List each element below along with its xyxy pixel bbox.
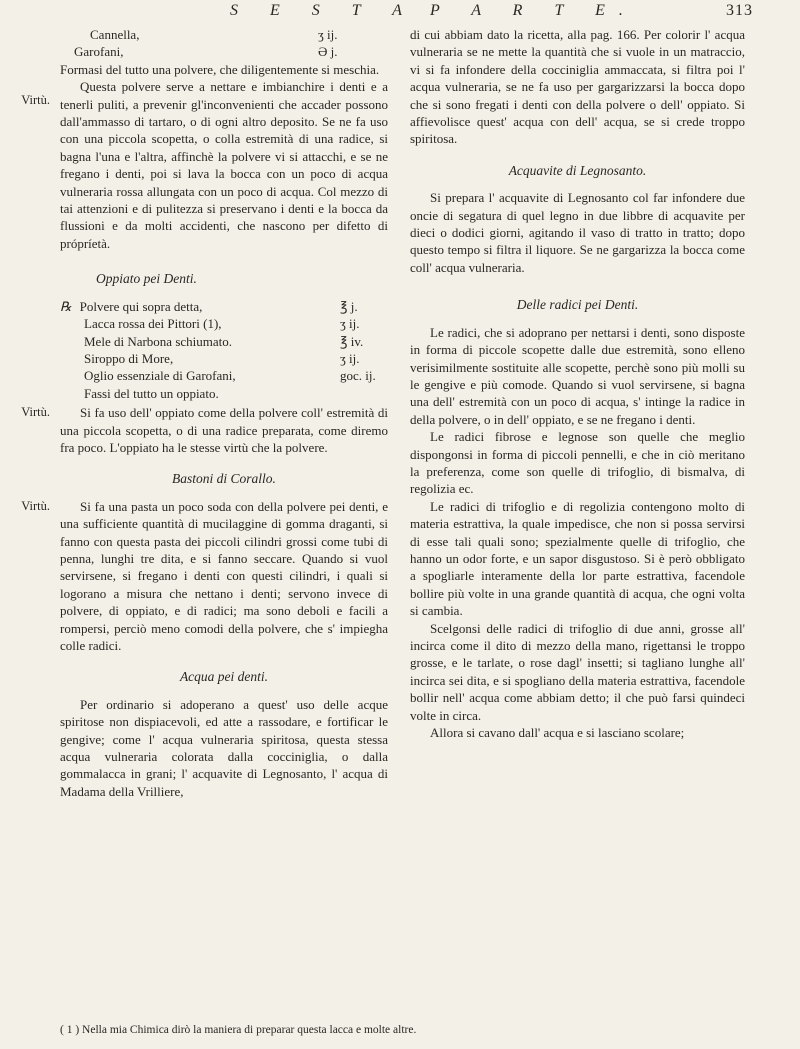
paragraph: Per ordinario si adoperano a quest' uso delle acque spiritose non dispiacevoli, ed atte a rassodare, e fortificar le gengive; come l' acqua vulneraria spiritosa, questa stessa acqua vulneraria colorata dalla cocciniglia, o dalla gommalacca in grani; l' acquavite di Legnosanto, l' acqua di Madama della Vrilliere, (60, 696, 388, 799)
ingredient-name: Mele di Narbona schiumato. (84, 333, 233, 349)
ingredient-row (60, 298, 388, 315)
ingredient-name: Lacca rossa dei Pittori (1), (84, 316, 222, 332)
paragraph: Allora si cavano dall' acqua e si lasciano scolare; (430, 725, 685, 741)
margin-note: Virtù. (21, 498, 50, 513)
ingredient-qty: goc. ij. (340, 368, 376, 384)
ingredient-name: Oglio essenziale di Garofani, (84, 368, 236, 384)
ingredient-row (60, 43, 388, 60)
ingredient-row (60, 26, 388, 43)
ingredient-name: Siroppo di More, (84, 350, 174, 366)
ingredient-row (60, 333, 388, 350)
section-title: Bastoni di Corallo. (172, 471, 276, 487)
section-title: Acqua pei denti. (179, 669, 269, 685)
ingredient-qty: ʒ ij. (340, 350, 360, 366)
ingredient-row (60, 367, 388, 384)
section-title: Oppiato pei Denti. (96, 271, 197, 287)
recipe-icon: ℞ (60, 298, 72, 314)
ingredient-qty: ℥ j. (340, 298, 358, 314)
ingredient-name: Garofani, (74, 44, 124, 60)
ingredient-qty: ℥ iv. (340, 333, 364, 349)
ingredient-qty: ʒ ij. (318, 27, 338, 42)
paragraph: Questa polvere serve a nettare e imbianchire i denti e a tenerli puliti, a prevenir gl'inconvenienti che accader possono dall'ammasso di tartaro, o di ogni altro deposito. Se ne fa uso con una piccola scopetta, o colla estremità di una radice, si bagna l'una e l'altra, affinchè la polvere vi si attacchi, e se ne fregano i denti, poi si lava la bocca con un poco di acqua vulneraria rossa allungata con un poco di acqua. Col mezzo di tai attenzioni e di pulitezza si preservano i denti e la bocca da flussioni e da molti accidenti, che nascono per difetto di própríetà. (60, 79, 388, 251)
ingredient-row (60, 315, 388, 332)
section-title: Delle radici pei Denti. (516, 297, 639, 313)
right-column (410, 26, 745, 741)
virtu-block (21, 404, 388, 456)
margin-note: Virtù. (21, 405, 50, 420)
ingredient-name: Polvere qui sopra detta, (79, 298, 203, 314)
ingredient-name: Cannella, (90, 27, 140, 42)
running-head (0, 2, 800, 28)
paragraph: Si fa una pasta un poco soda con della polvere pei denti, e una sufficiente quantità di mucilaggine di gomma draganti, si fanno con questa pasta dei piccoli cilindri grossi come tubi di penna, lunghi tre dita, e si fanno seccare. Quando si vuol servirsene, si fregano i denti con questi cilindri, i quali si logorano a misura che nettano i denti; servono invece di polvere, di oppiato, e di radici; ma sono deboli e facili a rompersi, perciò meno comodi della polvere, che s' impiegha colle radici. (60, 498, 388, 653)
ingredient-row (60, 350, 388, 367)
ingredient-qty: ʒ ij. (340, 316, 360, 332)
running-head-left: S E S T A (230, 2, 416, 19)
footnote: ( 1 ) Nella mia Chimica dirò la maniera di preparar questa lacca e molte altre. (60, 1024, 417, 1036)
paragraph: Le radici, che si adoprano per nettarsi i denti, sono disposte in forma di piccole scopette dalle due estremità, sono elleno verisimilmente sostituite alle scopette, perchè sono più molli su le gengive e più comode. Quando si vuol servirsene, si bagna una dell' estremità con un poco di acqua, s' intinge la radice in della polvere, o in dell' oppiato, e se ne fregano i denti. (410, 324, 745, 427)
virtu-block (21, 78, 388, 252)
virtu-block (21, 498, 388, 655)
paragraph: Scelgonsi delle radici di trifoglio di due anni, grosse all' incirca come il dito di mezzo della mano, rigettansi le troppo grosse, e le tarlate, o rose dagl' insetti; si tagliano lunghe all' incirca sei dita, e si spogliano della materia estrattiva, facendole bollir nell' acqua come abbiam detto; il che può farsi quindeci volte in circa. (410, 620, 745, 723)
ingredient-mix: Fassi del tutto un oppiato. (84, 385, 219, 401)
paragraph: Le radici fibrose e legnose son quelle che meglio dispongonsi in forma di piccoli pennelli, e che in ciò meritano la preferenza, come son quelle di trifoglio, di bismalva, di regolizia ec. (410, 429, 745, 497)
paragraph: Le radici di trifoglio e di regolizia contengono molto di materia estrattiva, la quale impedisce, che non si possa servirsi di esse tali quali sono; spezialmente quelle di trifoglio, che hanno un odor forte, e un sapor disgustoso. Si è però obbligato a spogliarle interamente della lor parte estrattiva, facendole bollire più volte in una grande quantità di acqua, che ogni volta si cambia. (410, 498, 745, 619)
paragraph: Si prepara l' acquavite di Legnosanto col far infondere due oncie di segatura di quel legno in due libbre di acquavite per dieci o dodici giorni, agitando il vaso di tratto in tratto; dopo questo tempo si filtra il liquore. Se ne gargarizza la bocca come coll' acqua vulneraria. (410, 190, 745, 275)
paragraph: Formasi del tutto una polvere, che diligentemente si meschia. (60, 61, 380, 77)
section-title: Acquavite di Legnosanto. (508, 162, 647, 178)
page-number: 313 (726, 2, 753, 19)
margin-note: Virtù. (21, 93, 50, 108)
ingredient-qty: Ə j. (318, 44, 338, 60)
paragraph: di cui abbiam dato la ricetta, alla pag. 166. Per colorir l' acqua vulneraria se ne mette la quantità che si vuole in un matraccio, vi si fa infondere della cocciniglia ammaccata, si filtra poi l' acqua vulneraria, se ne fa uso per gargarizzarsi la bocca dopo che si sono fregati i denti con della polvere o dell' oppiato. Si affievolisce quest' acqua con dell' acqua, se si crede troppo spiritosa. (410, 27, 745, 147)
ingredient-list (60, 298, 388, 402)
running-head-right: P A R T E. (430, 2, 637, 19)
left-column (21, 26, 388, 800)
paragraph: Si fa uso dell' oppiato come della polvere coll' estremità di una piccola scopetta, o di una radice preparata, come diremo fra poco. L'oppiato ha le stesse virtù che la polvere. (60, 405, 388, 455)
